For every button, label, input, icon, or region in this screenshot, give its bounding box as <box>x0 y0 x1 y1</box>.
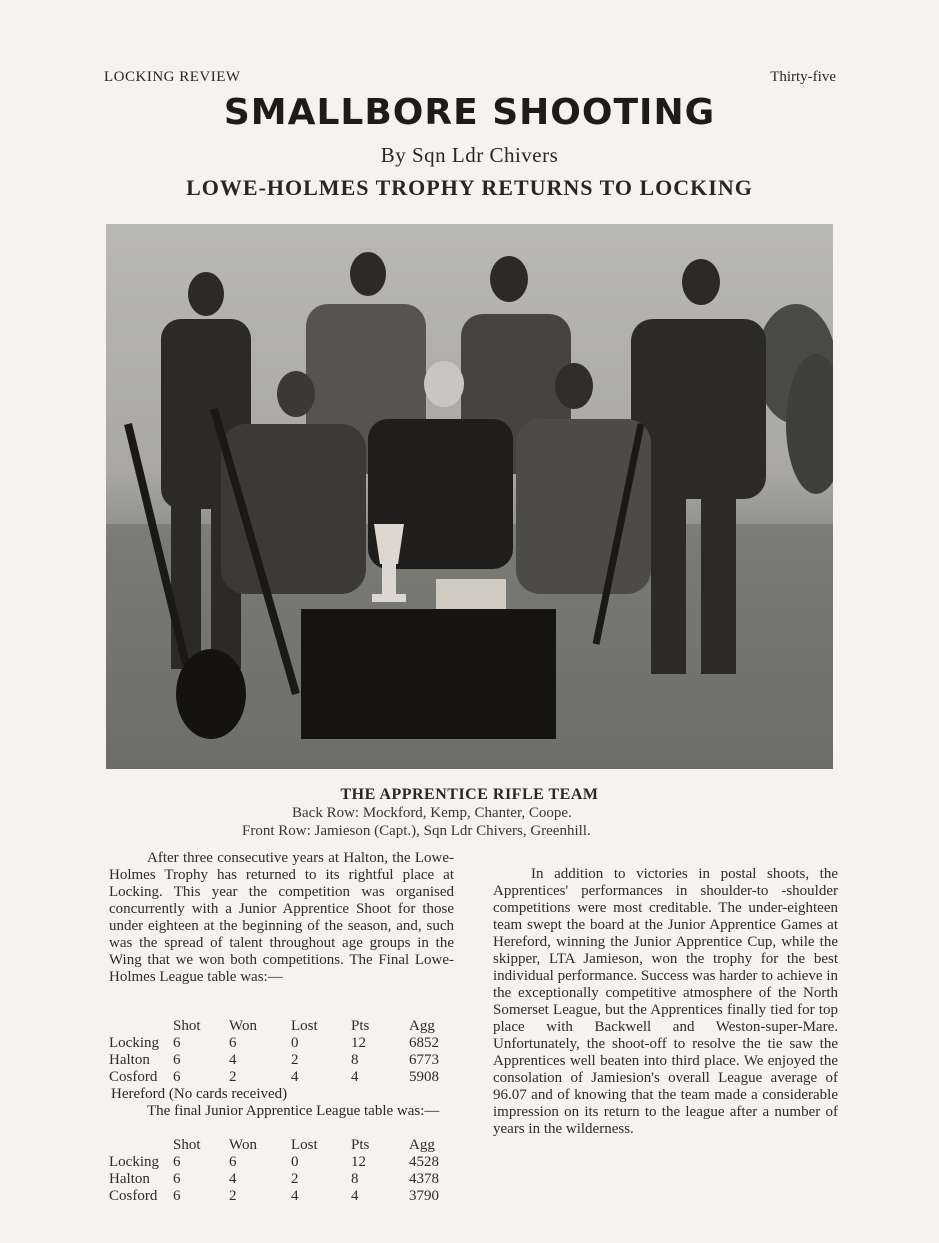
table-cell: Halton <box>109 1171 150 1187</box>
table-cell: 4 <box>351 1069 359 1085</box>
publication-name: LOCKING REVIEW <box>104 69 241 85</box>
column-header: Won <box>229 1018 257 1034</box>
table-cell: 6 <box>229 1154 237 1170</box>
caption-back-row: Back Row: Mockford, Kemp, Chanter, Coope. <box>292 805 572 821</box>
table-cell: 6852 <box>409 1035 439 1051</box>
body-paragraph: After three consecutive years at Halton, the Lowe-Holmes Trophy has returned to its rightful place at Locking. This year the competition was organised concurrently with a Junior Apprentice Shoot for those under eighteen at the beginning of the season, and, such was the spread of talent throughout age groups in the Wing that we won both competitions. The Final Lowe-Holmes League table was:— <box>109 850 454 985</box>
trophy-plaque <box>436 579 506 609</box>
table-cell: 4 <box>291 1069 299 1085</box>
column-header <box>109 1018 173 1035</box>
body-paragraph: In addition to victories in postal shoots, the Apprentices' performances in shoulder-to -shoulder competitions were most creditable. The under-eighteen team swept the board at the Junior Apprentice Games at Hereford, winning the Junior Apprentice Cup, while the skipper, LTA Jamieson, won the trophy for the best individual performance. Success was harder to achieve in the exceptionally competitive atmosphere of the North Somerset League, but the Apprentices finally tied for top place with Backwell and Weston-super-Mare. Unfortunately, the shoot-off to resolve the tie saw the Apprentices well beaten into third place. We enjoyed the consolation of Jamiesion's overall League average of 96.07 and of knowing that the team made a considerable impression on its return to the league after a number of years in the wilderness. <box>493 866 838 1137</box>
column-header: Lost <box>291 1137 318 1153</box>
junior-apprentice-league-table <box>109 1137 449 1205</box>
table-cell: Cosford <box>109 1188 158 1204</box>
table-cell: 6 <box>173 1052 181 1068</box>
article-subtitle: LOWE-HOLMES TROPHY RETURNS TO LOCKING <box>186 175 753 200</box>
table-row <box>109 1069 449 1086</box>
hereford-note: Hereford (No cards received) <box>111 1086 288 1102</box>
table-row <box>109 1154 449 1171</box>
table-cell: 6773 <box>409 1052 439 1068</box>
column-header: Shot <box>173 1137 201 1153</box>
table-cell: 0 <box>291 1154 299 1170</box>
lowe-holmes-league-table <box>109 1018 449 1086</box>
table-cell: 4 <box>351 1188 359 1204</box>
table-row <box>109 1035 449 1052</box>
front-row-figures <box>221 361 651 594</box>
table-cell: 8 <box>351 1171 359 1187</box>
table-cell: 4378 <box>409 1171 439 1187</box>
team-photo-illustration <box>106 224 833 769</box>
table-cell: 6 <box>173 1035 181 1051</box>
table-cell: 3790 <box>409 1188 439 1204</box>
table-cell: 2 <box>291 1171 299 1187</box>
table-cell: 5908 <box>409 1069 439 1085</box>
table-cell: 6 <box>173 1188 181 1204</box>
column-header: Pts <box>351 1137 370 1153</box>
table-cell: Cosford <box>109 1069 158 1085</box>
table-cell: 6 <box>229 1035 237 1051</box>
table-cell: 6 <box>173 1171 181 1187</box>
column-header: Agg <box>409 1018 435 1034</box>
table-cell: 2 <box>229 1188 237 1204</box>
table-header-row <box>109 1137 449 1154</box>
table-cell: 4 <box>291 1188 299 1204</box>
table-cell: 12 <box>351 1035 366 1051</box>
column-header: Pts <box>351 1018 370 1034</box>
photo-caption-title: THE APPRENTICE RIFLE TEAM <box>340 786 599 803</box>
column-header <box>109 1137 173 1154</box>
table-cell: 0 <box>291 1035 299 1051</box>
table-row <box>109 1052 449 1069</box>
table-cell: 12 <box>351 1154 366 1170</box>
table-cell: 8 <box>351 1052 359 1068</box>
table-cell: 6 <box>173 1154 181 1170</box>
table-row <box>109 1171 449 1188</box>
column-header: Won <box>229 1137 257 1153</box>
caption-front-row: Front Row: Jamieson (Capt.), Sqn Ldr Chivers, Greenhill. <box>242 823 591 839</box>
table-cell: 4 <box>229 1171 237 1187</box>
table-cell: 2 <box>229 1069 237 1085</box>
article-title: SMALLBORE SHOOTING <box>223 92 716 133</box>
right-column <box>493 866 838 1138</box>
dog-shape <box>176 649 246 739</box>
column-header: Lost <box>291 1018 318 1034</box>
junior-table-intro: The final Junior Apprentice League table was:— <box>147 1103 440 1119</box>
table-cell: 4528 <box>409 1154 439 1170</box>
table-cell: Halton <box>109 1052 150 1068</box>
team-photograph <box>106 224 833 769</box>
table-row <box>109 1188 449 1205</box>
column-header: Shot <box>173 1018 201 1034</box>
article-byline: By Sqn Ldr Chivers <box>380 143 559 167</box>
table-header-row <box>109 1018 449 1035</box>
column-header: Agg <box>409 1137 435 1153</box>
table-cell: 6 <box>173 1069 181 1085</box>
table-cell: Locking <box>109 1035 159 1051</box>
table-cell: 2 <box>291 1052 299 1068</box>
trophy-table <box>301 609 556 739</box>
table-cell: Locking <box>109 1154 159 1170</box>
page-number: Thirty-five <box>770 69 836 85</box>
left-column <box>109 850 454 986</box>
table-cell: 4 <box>229 1052 237 1068</box>
